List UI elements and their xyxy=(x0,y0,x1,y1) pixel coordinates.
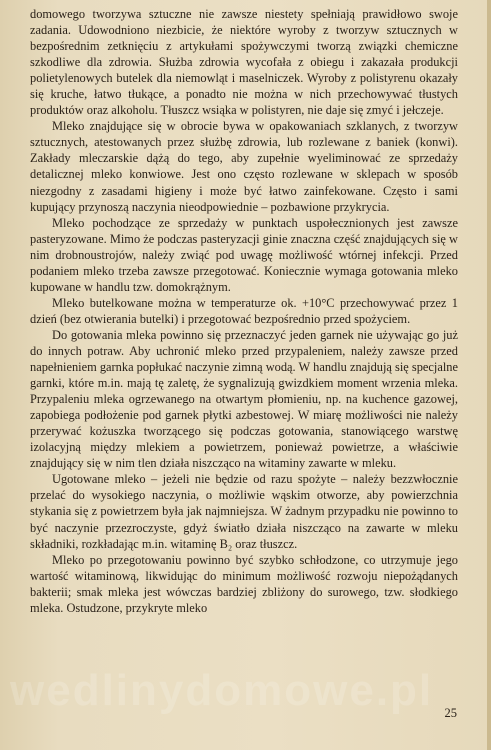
paragraph: Mleko butelkowane można w temperaturze ok. +10°C przechowywać przez 1 dzień (bez otwierania butelki) i przegotować bezpośrednio przed spożyciem. xyxy=(30,295,458,326)
page-edge xyxy=(487,0,491,750)
watermark: wedlinydomowe.pl xyxy=(10,666,434,715)
paragraph: Ugotowane mleko – jeżeli nie będzie od razu spożyte – należy bezzwłocznie przelać do wysokiego naczynia, o możliwie wąskim otworze, aby powierzchnia stykania się z powietrzem była jak najmniejsza. W żadnym przypadku nie powinno to być naczynie przezroczyste, gdyż światło działa niszcząco na zawarte w mleku składniki, rozkładając m.in. witaminę B₂ oraz tłuszcz. xyxy=(30,472,458,551)
paragraph: Mleko znajdujące się w obrocie bywa w opakowaniach szklanych, z tworzyw sztucznych, atestowanych przez służbę zdrowia, lub rozlewane z baniek (konwi). Zakłady mleczarskie dążą do tego, aby zupełnie wyeliminować ze sprzedaży detalicznej mleko konwiowe. Jest ono często rozlewane w sklepach w sposób niezgodny z zasadami higieny i może być łatwo zainfekowane. Często i sami kupujący przynoszą naczynia nieodpowiednie – pozbawione przykrycia. xyxy=(30,119,458,214)
page-number: 25 xyxy=(444,706,457,720)
paragraph: Mleko pochodzące ze sprzedaży w punktach uspołecznionych jest zawsze pasteryzowane. Mimo że podczas pasteryzacji ginie znaczna część znajdujących się w nim drobnoustrojów, należy zwiąć pod uwagę możliwość wtórnej infekcji. Przed podaniem mleko trzeba zawsze przegotować. Koniecznie wymaga gotowania mleko kupowane w handlu tzw. domokrążnym. xyxy=(30,215,458,294)
paragraph: domowego tworzywa sztuczne nie zawsze niestety spełniają prawidłowo swoje zadania. Udowodniono niezbicie, że niektóre wyroby z tworzyw sztucznych w bezpośrednim zetknięciu z artykułami spożywczymi tworzą związki chemiczne szkodliwe dla zdrowia. Służba zdrowia wycofała z obiegu i zakazała produkcji polietylenowych butelek dla niemowląt i maselniczek. Wyroby z polistyrenu okazały się kruche, łatwo tłukące, a ponadto nie można w nich przechowywać tłustych produktów oraz alkoholu. Tłuszcz wsiąka w polistyren, nie daje się zmyć i jełczeje. xyxy=(30,7,458,118)
paragraph: Do gotowania mleka powinno się przeznaczyć jeden garnek nie używając go już do innych potraw. Aby uchronić mleko przed przypaleniem, należy zawsze przed napełnieniem garnka popłukać naczynie zimną wodą. W handlu znajdują się specjalne garnki, które m.in. mają tę zaletę, że sygnalizują gwizdkiem moment wrzenia mleka. Przypaleniu mleka ogrzewanego na otwartym płomieniu, np. na kuchence gazowej, zapobiega podłożenie pod garnek płytki azbestowej. W miarę możliwości nie należy przerywać kożuszka tworzącego się podczas gotowania, stanowiącego warstwę izolacyjną między mlekiem a powietrzem, ponieważ powietrze, a właściwie znajdujący się w nim tlen działa niszcząco na witaminy zawarte w mleku. xyxy=(30,327,458,471)
paragraph: Mleko po przegotowaniu powinno być szybko schłodzone, co utrzymuje jego wartość witaminową, likwidując do minimum możliwość rozwoju niepożądanych bakterii; smak mleka jest wówczas bardziej zbliżony do surowego, tzw. słodkiego mleka. Ostudzone, przykryte mleko xyxy=(30,552,458,615)
body-text xyxy=(30,6,458,616)
